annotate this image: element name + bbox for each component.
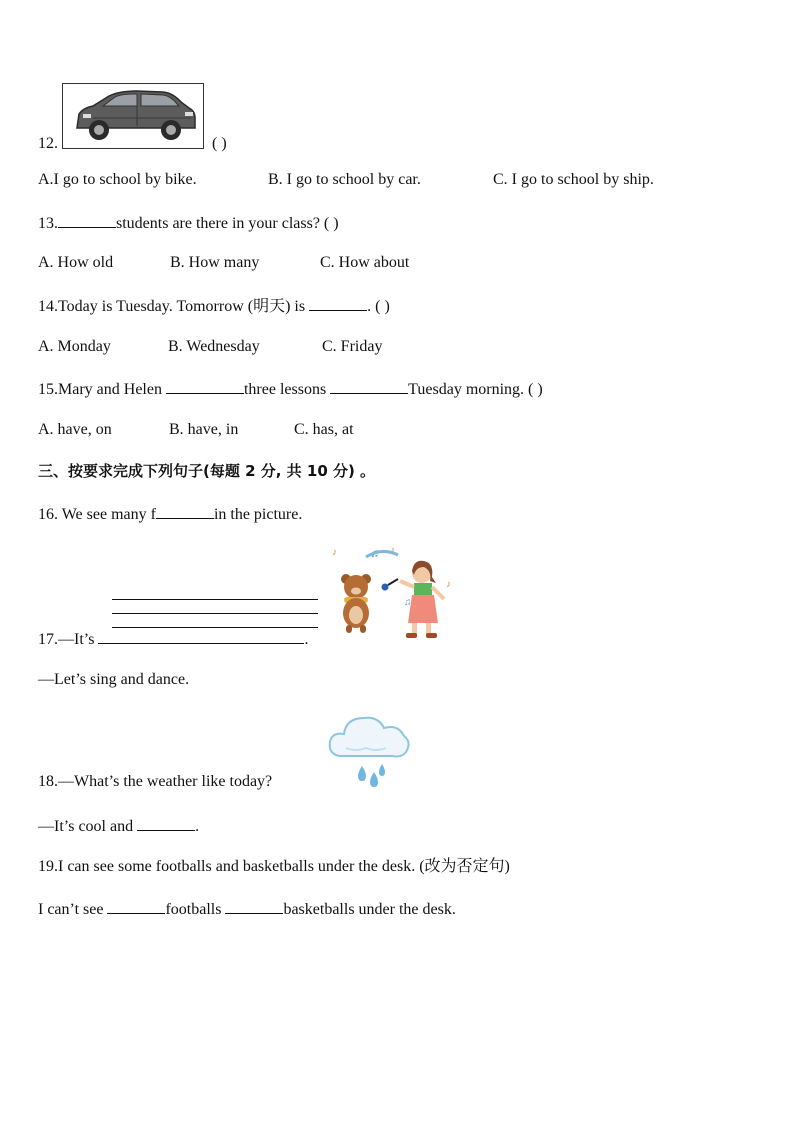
svg-text:♫: ♫ [370,546,379,560]
q15-text-1: 15.Mary and Helen [38,381,162,398]
q17-extra-underline-2 [112,613,318,614]
q16-line [38,503,302,525]
q14-line [38,295,390,317]
q13-number: 13. [38,215,58,232]
svg-text:♫: ♫ [404,597,412,608]
q18-answer-before: —It’s cool and [38,818,134,835]
q19-answer-3: basketballs under the desk. [283,901,456,918]
q17-extra-underline-1 [112,599,318,600]
rain-cloud-picture [326,708,412,790]
q13-line [38,212,339,234]
q16-text-after: in the picture. [213,506,303,523]
q17-text-after: . [304,631,309,648]
q12-option-a: A.I go to school by bike. [38,171,197,188]
svg-text:♪: ♪ [332,547,337,558]
rain-cloud-icon [326,708,412,790]
q14-options [38,337,738,357]
q18-answer [38,815,199,837]
q19-answer-1: I can’t see [38,901,104,918]
q15-line [38,378,543,400]
q15-text-3: Tuesday morning. ( ) [408,381,543,398]
q15-options [38,420,738,440]
answer-blank[interactable] [107,898,165,914]
q15-option-b: B. have, in [169,421,239,438]
singing-picture [326,543,458,645]
answer-blank[interactable] [156,503,214,519]
q14-option-a: A. Monday [38,338,111,355]
q12-number: 12. [38,135,58,152]
q15-option-a: A. have, on [38,421,112,438]
q14-text-after: . ( ) [367,298,390,315]
answer-blank[interactable] [225,898,283,914]
q18-answer-after: . [195,818,200,835]
answer-blank[interactable] [137,815,195,831]
q12-line [38,134,58,154]
singing-bear-girl-icon [326,543,458,645]
answer-blank[interactable] [98,628,304,644]
car-icon [63,84,203,148]
q12-paren: ( ) [212,135,227,152]
q18-question: 18.—What’s the weather like today? [38,773,273,790]
answer-blank[interactable] [309,295,367,311]
svg-text:♪: ♪ [446,579,451,590]
q19-sentence: 19.I can see some footballs and basketballs under the desk. (改为否定句) [38,858,510,875]
q13-option-a: A. How old [38,254,114,271]
q16-text-before: 16. We see many f [38,506,156,523]
car-picture [62,83,204,149]
section-3-heading: 三、按要求完成下列句子(每题 2 分, 共 10 分) 。 [38,462,376,480]
q17-text-before: 17.—It’s [38,631,95,648]
q12-option-c: C. I go to school by ship. [493,171,654,188]
q12-options [38,170,738,190]
q17-reply: —Let’s sing and dance. [38,671,190,688]
q19-answer [38,898,456,920]
q12-paren-line [212,134,227,154]
q13-text: students are there in your class? ( ) [116,215,339,232]
answer-blank[interactable] [330,378,408,394]
q15-text-2: three lessons [243,381,327,398]
q14-text-before: 14.Today is Tuesday. Tomorrow (明天) is [38,298,306,315]
q15-option-c: C. has, at [294,421,354,438]
q13-option-b: B. How many [170,254,260,271]
svg-text:♪: ♪ [390,545,395,556]
q13-options [38,253,738,273]
answer-blank[interactable] [166,378,244,394]
q19-answer-2: footballs [165,901,222,918]
answer-blank[interactable] [58,212,116,228]
q14-option-b: B. Wednesday [168,338,260,355]
q13-option-c: C. How about [320,254,410,271]
q17-line [38,628,308,650]
q12-option-b: B. I go to school by car. [268,171,421,188]
q14-option-c: C. Friday [322,338,383,355]
